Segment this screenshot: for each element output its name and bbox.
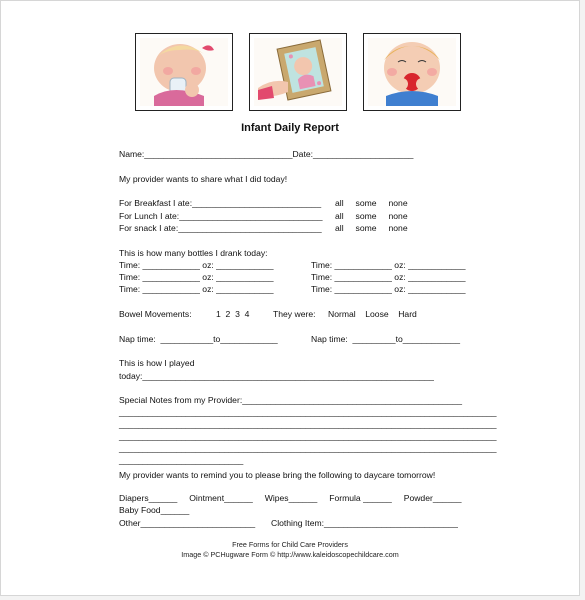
notes-line-4[interactable]: _______________________________________________________________________________ <box>119 443 497 453</box>
footer-line-2: Image © PCHugware Form © http://www.kaleidoscopechildcare.com <box>181 550 399 559</box>
bowel-label: Bowel Movements: <box>119 309 192 319</box>
lunch-options[interactable]: all some none <box>335 211 408 221</box>
other-line[interactable]: Other________________________ <box>119 518 256 528</box>
played-line[interactable]: today:_____________________________________________________________ <box>119 371 434 381</box>
bottle-left-3[interactable]: Time: ____________ oz: ____________ <box>119 284 274 294</box>
bottles-heading: This is how many bottles I drank today: <box>119 248 268 258</box>
name-date-line[interactable]: Name:_______________________________Date:_____________________ <box>119 149 414 159</box>
notes-line-1[interactable]: _______________________________________________________________________________ <box>119 407 497 417</box>
bottle-left-1[interactable]: Time: ____________ oz: ____________ <box>119 260 274 270</box>
share-text: My provider wants to share what I did today! <box>119 174 288 184</box>
bottle-left-2[interactable]: Time: ____________ oz: ____________ <box>119 272 274 282</box>
bowel-numbers[interactable]: 1 2 3 4 <box>216 309 250 319</box>
bowel-they-were: They were: <box>273 309 316 319</box>
baby-apple-image <box>363 33 461 111</box>
lunch-line[interactable]: For Lunch I ate:______________________________ <box>119 211 323 221</box>
notes-line-5[interactable]: __________________________ <box>119 455 244 465</box>
bottle-right-2[interactable]: Time: ____________ oz: ____________ <box>311 272 466 282</box>
supplies-row[interactable]: Diapers______ Ointment______ Wipes______ Formula ______ Powder______ <box>119 493 462 503</box>
page-title: Infant Daily Report <box>241 122 339 134</box>
breakfast-line[interactable]: For Breakfast I ate:___________________________ <box>119 198 322 208</box>
remind-text: My provider wants to remind you to please bring the following to daycare tomorrow! <box>119 470 436 480</box>
breakfast-options[interactable]: all some none <box>335 198 408 208</box>
snack-line[interactable]: For snack I ate:______________________________ <box>119 223 322 233</box>
baby-frame-image <box>249 33 347 111</box>
notes-heading[interactable]: Special Notes from my Provider:______________________________________________ <box>119 395 463 405</box>
baby-bottle-image <box>135 33 233 111</box>
notes-line-2[interactable]: _______________________________________________________________________________ <box>119 419 497 429</box>
nap-time-left[interactable]: Nap time: ___________to____________ <box>119 334 278 344</box>
bowel-options[interactable]: Normal Loose Hard <box>328 309 417 319</box>
snack-options[interactable]: all some none <box>335 223 408 233</box>
baby-food-line[interactable]: Baby Food______ <box>119 505 190 515</box>
notes-line-3[interactable]: _______________________________________________________________________________ <box>119 431 497 441</box>
bottle-right-3[interactable]: Time: ____________ oz: ____________ <box>311 284 466 294</box>
nap-time-right[interactable]: Nap time: _________to____________ <box>311 334 461 344</box>
played-heading: This is how I played <box>119 358 195 368</box>
header-images <box>135 33 461 113</box>
footer-line-1: Free Forms for Child Care Providers <box>232 540 348 549</box>
clothing-item-line[interactable]: Clothing Item:____________________________ <box>271 518 458 528</box>
bottle-right-1[interactable]: Time: ____________ oz: ____________ <box>311 260 466 270</box>
